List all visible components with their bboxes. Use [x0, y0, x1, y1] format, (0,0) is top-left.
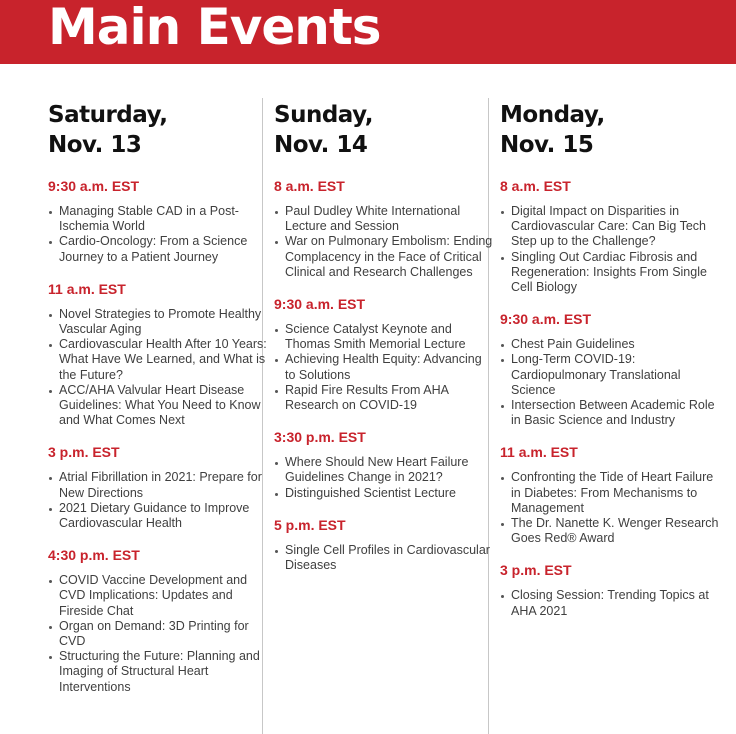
event-item: Intersection Between Academic Role in Basic Science and Industry [500, 398, 720, 428]
event-item: Distinguished Scientist Lecture [274, 486, 494, 501]
day-heading [274, 100, 494, 160]
time-slot-heading: 11 a.m. EST [48, 280, 126, 297]
event-item: COVID Vaccine Development and CVD Implications: Updates and Fireside Chat [48, 573, 268, 619]
time-slot-heading: 9:30 a.m. EST [48, 178, 140, 194]
event-list [48, 204, 268, 265]
event-list [500, 204, 720, 295]
time-slot-heading: 9:30 a.m. EST [274, 296, 366, 313]
event-item: Achieving Health Equity: Advancing to Solutions [274, 352, 494, 382]
event-item: Science Catalyst Keynote and Thomas Smith Memorial Lecture [274, 322, 494, 352]
event-item: ACC/AHA Valvular Heart Disease Guidelines: What You Need to Know and What Comes Next [48, 383, 268, 429]
event-list [274, 322, 494, 413]
day-date: Nov. 13 [48, 132, 142, 158]
event-list [500, 588, 720, 618]
day-heading [48, 100, 268, 160]
day-name: Saturday, [48, 102, 168, 128]
day-date: Nov. 15 [500, 132, 594, 158]
time-slot-heading: 5 p.m. EST [274, 516, 346, 533]
event-item: Structuring the Future: Planning and Imaging of Structural Heart Interventions [48, 649, 268, 695]
day-name: Monday, [500, 102, 605, 128]
page-title: Main Events [48, 0, 381, 56]
event-item: Managing Stable CAD in a Post-Ischemia World [48, 204, 268, 234]
event-list [274, 543, 494, 573]
time-slot-heading: 9:30 a.m. EST [500, 311, 592, 328]
day-date: Nov. 14 [274, 132, 368, 158]
event-item: 2021 Dietary Guidance to Improve Cardiovascular Health [48, 501, 268, 531]
time-slot-heading: 4:30 p.m. EST [48, 547, 140, 564]
time-slot-heading: 8 a.m. EST [274, 178, 345, 194]
event-list [48, 470, 268, 531]
event-item: Single Cell Profiles in Cardiovascular Diseases [274, 543, 494, 573]
event-list [274, 455, 494, 501]
event-list [274, 204, 494, 280]
event-item: Closing Session: Trending Topics at AHA 2021 [500, 588, 720, 618]
event-list [48, 307, 268, 429]
time-slot-heading: 8 a.m. EST [500, 178, 571, 194]
event-list [500, 470, 720, 546]
event-item: Singling Out Cardiac Fibrosis and Regeneration: Insights From Single Cell Biology [500, 250, 720, 296]
time-slot-heading: 3 p.m. EST [500, 562, 572, 579]
event-item: Digital Impact on Disparities in Cardiovascular Care: Can Big Tech Step up to the Challenge? [500, 204, 720, 250]
event-item: Cardio-Oncology: From a Science Journey to a Patient Journey [48, 234, 268, 264]
event-list [48, 573, 268, 695]
event-item: Chest Pain Guidelines [500, 337, 720, 352]
event-item: Atrial Fibrillation in 2021: Prepare for New Directions [48, 470, 268, 500]
event-item: War on Pulmonary Embolism: Ending Complacency in the Face of Critical Clinical and Research Challenges [274, 234, 494, 280]
event-item: Long-Term COVID-19: Cardiopulmonary Translational Science [500, 352, 720, 398]
event-list [500, 337, 720, 428]
event-item: Cardiovascular Health After 10 Years: What Have We Learned, and What is the Future? [48, 337, 268, 383]
time-slot-heading: 3:30 p.m. EST [274, 429, 366, 446]
time-slot-heading: 11 a.m. EST [500, 444, 578, 461]
time-slot-heading: 3 p.m. EST [48, 444, 120, 461]
day-name: Sunday, [274, 102, 374, 128]
day-heading [500, 100, 720, 160]
day-column-saturday [48, 100, 268, 709]
header-banner [0, 0, 736, 64]
event-item: Novel Strategies to Promote Healthy Vascular Aging [48, 307, 268, 337]
event-item: Confronting the Tide of Heart Failure in Diabetes: From Mechanisms to Management [500, 470, 720, 516]
event-item: Paul Dudley White International Lecture and Session [274, 204, 494, 234]
day-column-sunday [274, 100, 494, 587]
day-column-monday [500, 100, 720, 633]
event-item: Where Should New Heart Failure Guidelines Change in 2021? [274, 455, 494, 485]
event-item: Rapid Fire Results From AHA Research on COVID-19 [274, 383, 494, 413]
event-item: The Dr. Nanette K. Wenger Research Goes Red® Award [500, 516, 720, 546]
event-item: Organ on Demand: 3D Printing for CVD [48, 619, 268, 649]
